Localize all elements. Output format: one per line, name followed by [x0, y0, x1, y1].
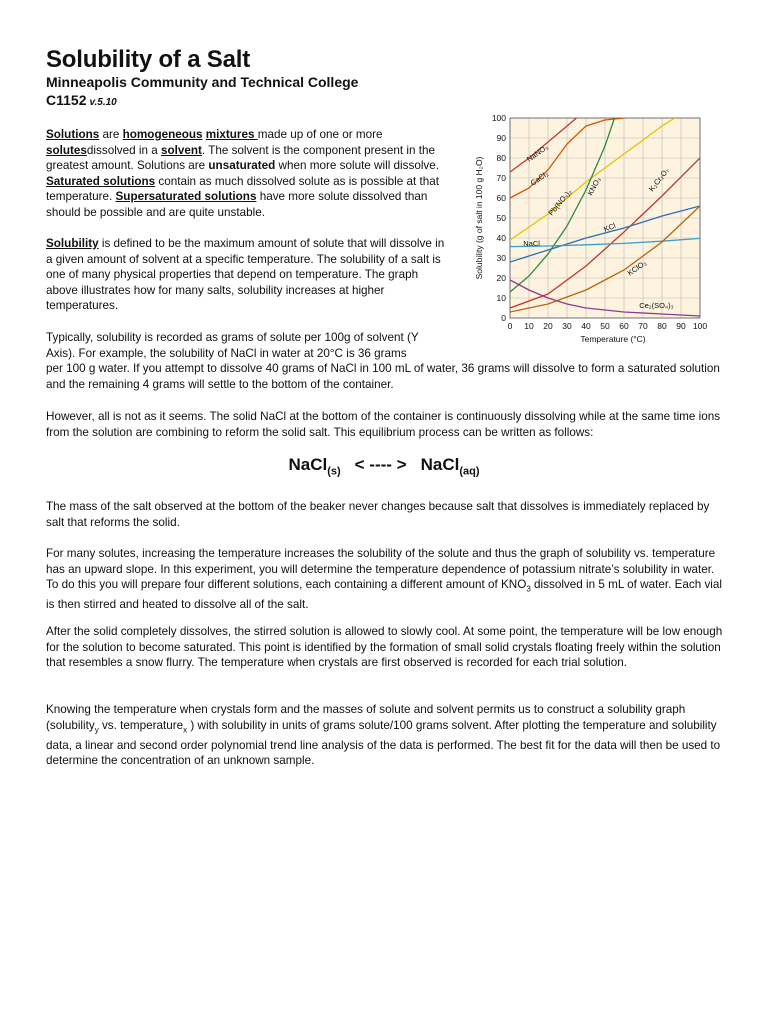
y-axis-label: Solubility (g of salt in 100 g H₂O)	[474, 156, 484, 280]
course-number: C1152	[46, 92, 87, 108]
term-mixtures: mixtures	[205, 128, 258, 141]
equation-right: NaCl	[420, 455, 460, 474]
y-tick-label: 90	[496, 133, 506, 143]
subscript: 3	[526, 584, 531, 594]
term-solvent: solvent	[161, 143, 202, 157]
equilibrium-arrow: < ---- >	[354, 455, 407, 474]
subscript-x: x	[183, 724, 188, 734]
series-label: KNO₃	[585, 175, 603, 197]
solubility-chart	[470, 108, 720, 353]
y-tick-label: 10	[496, 293, 506, 303]
x-tick-label: 90	[676, 321, 686, 331]
text: For many solutes, increasing the temperature increases the solubility of the solute and thus the graph of solubility vs. temperature has an upward slope. In this experiment, you will determine the temperature dependence of potassium nitrate’s solubility in water. To do this you will prepare four different solutions, each containing a different amount of KNO	[46, 547, 716, 592]
text: vs. temperature	[98, 718, 184, 732]
equation-right-state: (aq)	[459, 465, 480, 478]
x-tick-label: 10	[524, 321, 534, 331]
term-solutions: Solutions	[46, 128, 100, 141]
y-tick-label: 60	[496, 193, 506, 203]
x-tick-label: 50	[600, 321, 610, 331]
course-code	[46, 92, 117, 108]
mass-paragraph: The mass of the salt observed at the bottom of the beaker never changes because salt that dissolves is immediately replaced by salt that reforms the solid.	[46, 500, 710, 529]
y-tick-label: 70	[496, 173, 506, 183]
series-label: Pb(NO₃)₂	[546, 187, 574, 218]
series-label: NaNO₃	[524, 142, 550, 164]
y-tick-label: 0	[501, 313, 506, 323]
solubility-chart-svg	[470, 108, 720, 353]
text-line: Axis). For example, the solubility of NaCl in water at 20°C is 36 grams	[46, 346, 407, 360]
series-label: K₂Cr₂O₇	[646, 166, 671, 194]
equation-left-state: (s)	[327, 465, 341, 478]
series-label: KCl	[602, 220, 617, 234]
x-tick-label: 100	[692, 321, 708, 331]
solubility-paragraph	[46, 236, 451, 314]
series-label: NaCl	[523, 239, 540, 248]
x-tick-label: 80	[657, 321, 667, 331]
text: per 100 g water. If you attempt to dissolve 40 grams of NaCl in 100 mL of water, 36 grams will dissolve to form a saturated solution and the remaining 4 grams will settle to the bottom of the container.	[46, 362, 720, 391]
term-solutes: solutes	[46, 143, 87, 157]
text-line: Typically, solubility is recorded as grams of solute per 100g of solvent (Y	[46, 331, 419, 344]
text: dissolved in 5 mL of water. Each vial is then stirred and heated to dissolve all of the salt.	[46, 578, 723, 612]
text: dissolved in a	[86, 143, 161, 157]
text: is defined to be the maximum amount of solute that will dissolve in a given amount of solvent at a specific temperature. The solubility of a salt is one of many physical properties that depend on temperature. The graph above illustrates how for many salts, solubility increases at higher temperatures.	[46, 237, 445, 313]
text: contain as much dissolved solute as is possible at that temperature.	[46, 174, 440, 204]
y-tick-label: 50	[496, 213, 506, 223]
text: Knowing the temperature when crystals form and the masses of solute and solvent permits us to construct a solubility graph (solubility	[46, 703, 686, 732]
page-title: Solubility of a Salt	[46, 46, 251, 73]
x-tick-label: 40	[581, 321, 591, 331]
series-label: Ce₂(SO₄)₃	[639, 301, 674, 310]
x-tick-label: 30	[562, 321, 572, 331]
y-tick-label: 40	[496, 233, 506, 243]
term-unsaturated: unsaturated	[208, 159, 276, 173]
x-tick-label: 70	[638, 321, 648, 331]
text: when more solute will dissolve.	[275, 159, 440, 173]
text: ) with solubility in units of grams solute/100 grams solvent. After plotting the temperature and solubility data, a linear and second order polynomial trend line analysis of the data is performed. The best fit for the data will then be used to determine the concentration of an unknown sample.	[46, 718, 721, 768]
equilibrium-paragraph: However, all is not as it seems. The solid NaCl at the bottom of the container is continuously dissolving while at the same time ions from the solution are combining to reform the solid salt. This equilibrium process can be written as follows:	[46, 410, 721, 439]
subscript-y: y	[94, 724, 99, 734]
term-saturated: Saturated solutions	[46, 174, 156, 188]
institution-name: Minneapolis Community and Technical College	[46, 74, 359, 90]
series-label: CaCl₂	[528, 169, 550, 188]
version-label: v.5.10	[89, 97, 117, 108]
text: are	[99, 128, 123, 141]
equilibrium-equation	[0, 455, 768, 477]
text: made up of one or more	[257, 128, 383, 141]
x-tick-label: 0	[507, 321, 513, 331]
y-tick-label: 30	[496, 253, 506, 263]
y-tick-label: 100	[491, 113, 506, 123]
series-label: KClO₃	[625, 258, 649, 278]
y-tick-label: 80	[496, 153, 506, 163]
text: . The solvent is the component present in the greatest amount. Solutions are	[46, 143, 435, 173]
intro-paragraph	[46, 127, 451, 221]
term-supersaturated: Supersaturated solutions	[115, 190, 257, 204]
cooling-paragraph: After the solid completely dissolves, the stirred solution is allowed to slowly cool. At some point, the temperature will be low enough for the solution to become saturated. This point is identified by the formation of small solid crystals floating freely within the solution that resembles a snow flurry. The temperature when crystals are first observed is recorded for each trial solution.	[46, 625, 723, 670]
experiment-paragraph	[46, 546, 726, 613]
x-axis-label: Temperature (°C)	[580, 334, 646, 344]
text: have more solute dissolved than should be possible and are quite unstable.	[46, 190, 428, 219]
term-solubility: Solubility	[46, 237, 99, 250]
equation-left: NaCl	[288, 455, 328, 474]
graph-paragraph	[46, 702, 726, 769]
x-tick-label: 20	[543, 321, 553, 331]
x-tick-label: 60	[619, 321, 629, 331]
y-tick-label: 20	[496, 273, 506, 283]
term-homogeneous: homogeneous	[122, 128, 203, 141]
